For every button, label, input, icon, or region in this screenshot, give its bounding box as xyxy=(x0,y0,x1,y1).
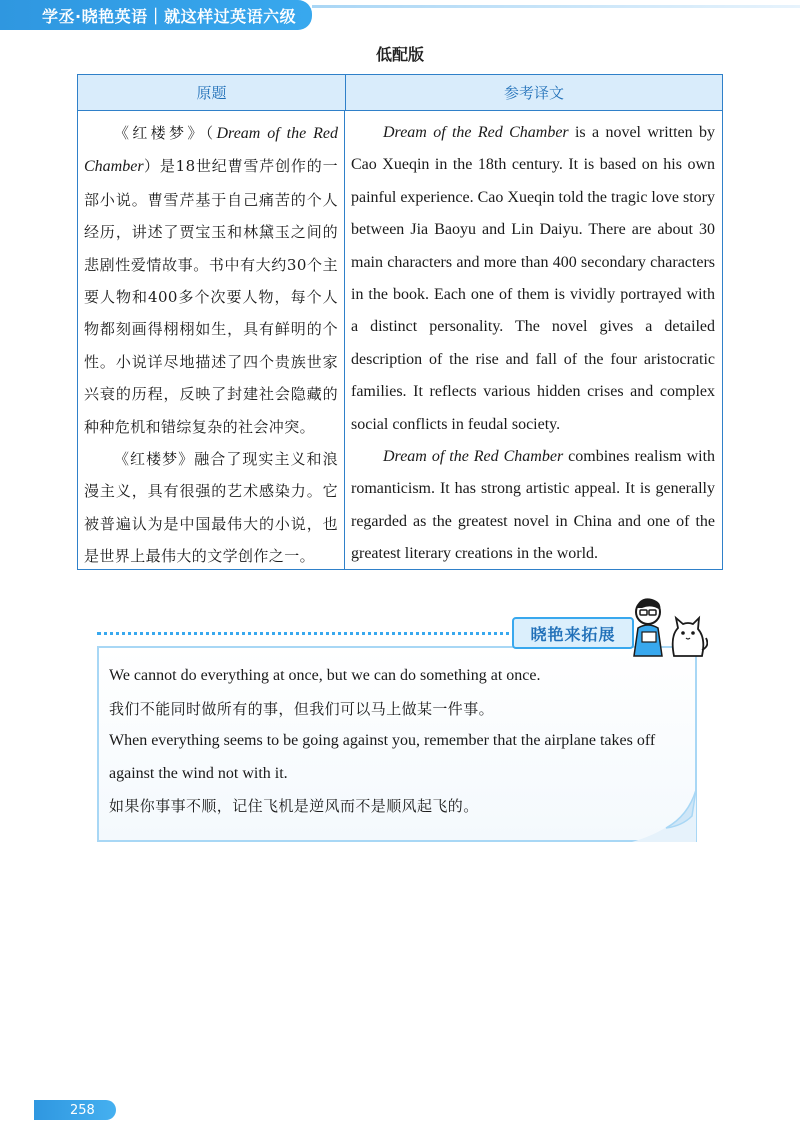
expand-line-5: 如果你事事不顺，记住飞机是逆风而不是顺风起飞的。 xyxy=(109,797,479,815)
translation-table xyxy=(77,74,723,570)
translation-title-2: Dream of the Red Chamber xyxy=(383,448,564,466)
translation-paragraph-1-body: is a novel written by Cao Xueqin in the 18th century. It is based on his own painful experience. Cao Xueqin told the tragic love story between Jia Baoyu and Lin Daiyu. There are about 30 main characters and more than 400 secondary characters in the book. Each one of them is vividly portrayed with a distinct personality. The novel gives a detailed description of the rise and fall of the four aristocratic families. It reflects various hidden crises and complex social conflicts in feudal society. xyxy=(351,124,715,433)
expand-line-2: 我们不能同时做所有的事，但我们可以马上做某一件事。 xyxy=(109,699,495,718)
translation-title-1: Dream of the Red Chamber xyxy=(383,124,569,141)
header-banner-text: 学丞·晓艳英语｜就这样过英语六级 xyxy=(42,6,297,26)
expand-tab-label: 晓艳来拓展 xyxy=(530,624,616,644)
original-title-cn: 《红楼梦》 xyxy=(114,124,206,142)
page-curl-icon xyxy=(630,786,700,844)
translation-paragraph-2-body: combines realism with romanticism. It has strong artistic appeal. It is generally regarded as the greatest novel in China and one of the greatest literary creations in the world. xyxy=(351,448,716,563)
expand-dotted-line xyxy=(97,632,517,635)
expand-line-1: We cannot do everything at once, but we can do something at once. xyxy=(109,667,541,684)
page-number: 258 xyxy=(70,1102,95,1118)
paren-open: （ xyxy=(205,124,217,142)
table-body-row xyxy=(78,111,722,569)
original-text-cell xyxy=(78,111,345,569)
version-title: 低配版 xyxy=(375,45,424,64)
page-number-badge xyxy=(34,1100,116,1120)
translation-paragraph-1 xyxy=(351,117,715,441)
expand-line-4: against the wind not with it. xyxy=(109,764,288,782)
table-header-original: 原题 xyxy=(78,75,346,110)
translation-paragraph-2 xyxy=(351,441,715,571)
header-banner xyxy=(0,0,312,30)
translation-text-cell xyxy=(345,111,722,569)
expand-line-3: When everything seems to be going against you, remember that the airplane takes off xyxy=(109,732,656,749)
table-header-translation: 参考译文 xyxy=(503,84,564,102)
original-paragraph-1-body: ）是18世纪曹雪芹创作的一部小说。曹雪芹基于自己痛苦的个人经历，讲述了贾宝玉和林黛玉之间的悲剧性爱情故事。书中有大约30个主要人物和400多个次要人物，每个人物都刻画得栩栩如生，具有鲜明的个性。小说详尽地描述了四个贵族世家兴衰的历程，反映了封建社会隐藏的种种危机和错综复杂的社会冲突。 xyxy=(84,157,338,436)
original-paragraph-2: 《红楼梦》融合了现实主义和浪漫主义，具有很强的艺术感染力。它被普遍认为是中国最伟大的小说，也是世界上最伟大的文学创作之一。 xyxy=(84,450,338,566)
expand-content xyxy=(109,660,689,823)
original-paragraph-1 xyxy=(84,117,338,443)
table-header-row xyxy=(78,75,722,111)
header-divider xyxy=(312,5,800,8)
expand-tab xyxy=(512,617,634,649)
original-title-en: Dream of the Red Chamber xyxy=(84,125,338,176)
mascot-illustration-icon xyxy=(622,596,708,658)
